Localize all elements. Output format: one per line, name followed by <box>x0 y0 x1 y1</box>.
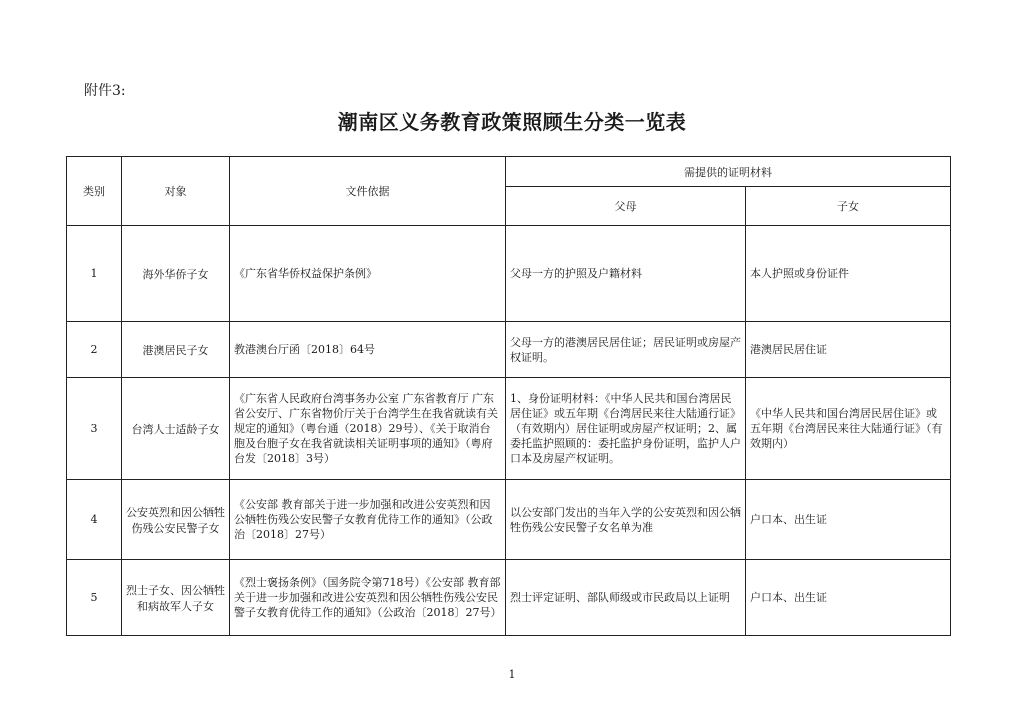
row-children: 本人护照或身份证件 <box>746 226 951 322</box>
row-basis: 《广东省华侨权益保护条例》 <box>230 226 506 322</box>
row-target: 烈士子女、因公牺牲和病故军人子女 <box>122 560 230 636</box>
row-basis: 《广东省人民政府台湾事务办公室 广东省教育厅 广东省公安厅、广东省物价厅关于台湾学生在我省就读有关规定的通知》（粤台通（2018）29号）、《关于取消台胞及台胞子女在我省就读相关证明事项的通知》（粤府台发〔2018〕3号） <box>230 378 506 480</box>
row-basis: 《烈士褒扬条例》（国务院令第718号）《公安部 教育部关于进一步加强和改进公安英烈和因公牺牲伤残公安民警子女教育优待工作的通知》（公政治〔2018〕27号） <box>230 560 506 636</box>
row-basis: 教港澳台厅函〔2018〕64号 <box>230 322 506 378</box>
table-row <box>67 322 951 378</box>
table-row <box>67 378 951 480</box>
header-category: 类别 <box>67 157 122 226</box>
page-number: 1 <box>508 668 516 681</box>
attachment-label: 附件3: <box>84 83 126 99</box>
row-category: 4 <box>67 480 122 560</box>
header-materials: 需提供的证明材料 <box>506 157 951 187</box>
row-category: 1 <box>67 226 122 322</box>
header-basis: 文件依据 <box>230 157 506 226</box>
row-children: 港澳居民居住证 <box>746 322 951 378</box>
row-parents: 父母一方的港澳居民居住证；居民证明或房屋产权证明。 <box>506 322 746 378</box>
row-target: 海外华侨子女 <box>122 226 230 322</box>
row-parents: 烈士评定证明、部队师级或市民政局以上证明 <box>506 560 746 636</box>
header-children: 子女 <box>746 187 951 226</box>
row-basis: 《公安部 教育部关于进一步加强和改进公安英烈和因公牺牲伤残公安民警子女教育优待工作的通知》（公政治〔2018〕27号） <box>230 480 506 560</box>
row-parents: 以公安部门发出的当年入学的公安英烈和因公牺牲伤残公安民警子女名单为准 <box>506 480 746 560</box>
table-row <box>67 226 951 322</box>
row-children: 户口本、出生证 <box>746 560 951 636</box>
row-children: 《中华人民共和国台湾居民居住证》或五年期《台湾居民来往大陆通行证》（有效期内） <box>746 378 951 480</box>
row-parents: 1、身份证明材料：《中华人民共和国台湾居民居住证》或五年期《台湾居民来往大陆通行证》（有效期内）居住证明或房屋产权证明；2、属委托监护照顾的：委托监护身份证明，监护人户口本及房屋产权证明。 <box>506 378 746 480</box>
row-parents: 父母一方的护照及户籍材料 <box>506 226 746 322</box>
policy-table <box>66 156 951 636</box>
page-title: 潮南区义务教育政策照顾生分类一览表 <box>337 110 687 134</box>
header-parents: 父母 <box>506 187 746 226</box>
row-children: 户口本、出生证 <box>746 480 951 560</box>
row-category: 2 <box>67 322 122 378</box>
table-row <box>67 480 951 560</box>
table-row <box>67 560 951 636</box>
row-target: 台湾人士适龄子女 <box>122 378 230 480</box>
row-category: 5 <box>67 560 122 636</box>
header-target: 对象 <box>122 157 230 226</box>
row-category: 3 <box>67 378 122 480</box>
row-target: 公安英烈和因公牺牲伤残公安民警子女 <box>122 480 230 560</box>
row-target: 港澳居民子女 <box>122 322 230 378</box>
